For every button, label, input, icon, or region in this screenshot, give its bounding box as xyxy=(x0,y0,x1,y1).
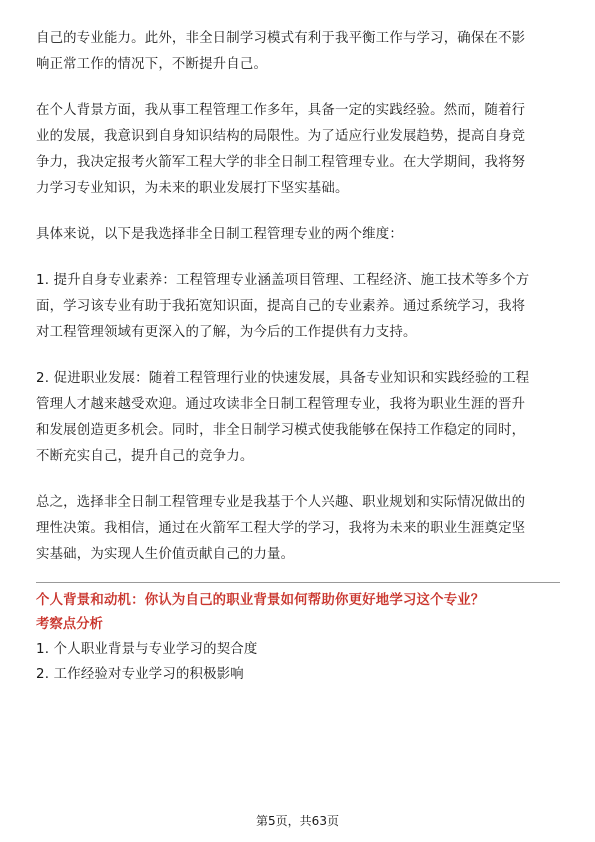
paragraph-point-2: 2. 促进职业发展：随着工程管理行业的快速发展，具备专业知识和实践经验的工程 管理人才越来越受欢迎。通过攻读非全日制工程管理专业，我将为职业生涯的晋升 和发展创造更多机会。同时，非全日制学习模式使我能够在保持工作稳定的同时， 不断充实自己，提升自己的竞争力。 xyxy=(36,371,530,464)
paragraph-background: 在个人背景方面，我从事工程管理工作多年，具备一定的实践经验。然而，随着行 业的发展，我意识到自身知识结构的局限性。为了适应行业发展趋势，提高自身竞 争力，我决定报考火箭军工程大学的非全日制工程管理专业。在大学期间，我将努 力学习专业知识，为未来的职业发展打下坚实基础。 xyxy=(36,103,526,196)
question-heading: 个人背景和动机：你认为自己的职业背景如何帮助你更好地学习这个专业？ xyxy=(36,593,485,608)
paragraph-point-1: 1. 提升自身专业素养：工程管理专业涵盖项目管理、工程经济、施工技术等多个方 面，学习该专业有助于我拓宽知识面，提高自己的专业素养。通过系统学习，我将 对工程管理领域有更深入的了解，为今后的工作提供有力支持。 xyxy=(36,273,530,340)
analysis-title: 考察点分析 xyxy=(36,617,103,632)
page-footer: 第5页，共63页 xyxy=(256,814,339,828)
analysis-list xyxy=(36,637,560,687)
paragraph-dimensions-intro: 具体来说，以下是我选择非全日制工程管理专业的两个维度： xyxy=(36,227,403,242)
page-content xyxy=(36,26,560,687)
section-divider xyxy=(36,582,560,583)
analysis-item: 2. 工作经验对专业学习的积极影响 xyxy=(36,667,244,682)
analysis-item: 1. 个人职业背景与专业学习的契合度 xyxy=(36,642,258,657)
paragraph-conclusion: 总之，选择非全日制工程管理专业是我基于个人兴趣、职业规划和实际情况做出的 理性决策。我相信，通过在火箭军工程大学的学习，我将为未来的职业生涯奠定坚 实基础，为实现人生价值贡献自己的力量。 xyxy=(36,495,526,562)
paragraph-continuation: 自己的专业能力。此外，非全日制学习模式有利于我平衡工作与学习，确保在不影 响正常工作的情况下，不断提升自己。 xyxy=(36,31,526,72)
